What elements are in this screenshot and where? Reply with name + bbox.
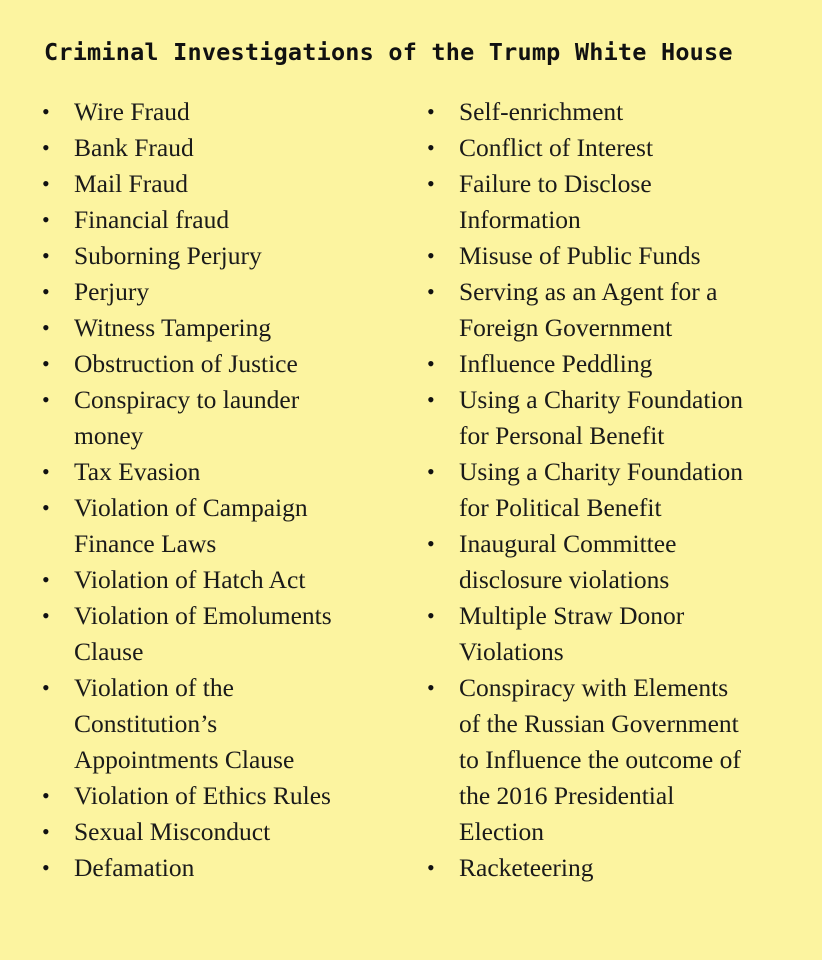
list-item bbox=[40, 562, 400, 598]
list-item-text: for Political Benefit bbox=[459, 493, 662, 522]
bullet-icon: • bbox=[42, 783, 50, 808]
bullet-icon: • bbox=[42, 675, 50, 700]
list-item-text: Witness Tampering bbox=[74, 313, 272, 342]
list-item-text: Self-enrichment bbox=[459, 97, 624, 126]
list-item-text: Influence Peddling bbox=[459, 349, 653, 378]
list-item-text: Suborning Perjury bbox=[74, 241, 262, 270]
bullet-icon: • bbox=[427, 99, 435, 124]
list-item-text: Constitution’s bbox=[74, 709, 218, 738]
bullet-icon: • bbox=[427, 171, 435, 196]
list-item bbox=[425, 382, 815, 454]
list-item bbox=[40, 94, 400, 130]
list-item bbox=[425, 94, 815, 130]
list-item bbox=[40, 598, 400, 670]
list-item bbox=[40, 490, 400, 562]
list-item-text: Information bbox=[459, 205, 581, 234]
list-item bbox=[40, 238, 400, 274]
list-item-text: Perjury bbox=[74, 277, 150, 306]
list-item-text: Racketeering bbox=[459, 853, 594, 882]
list-item bbox=[40, 814, 400, 850]
list-item-text: Using a Charity Foundation bbox=[459, 457, 744, 486]
list-item bbox=[40, 166, 400, 202]
page-title: Criminal Investigations of the Trump White House bbox=[44, 38, 733, 66]
list-item-text: Violations bbox=[459, 637, 564, 666]
bullet-icon: • bbox=[42, 567, 50, 592]
bullet-icon: • bbox=[427, 459, 435, 484]
bullet-icon: • bbox=[427, 675, 435, 700]
list-item-text: Misuse of Public Funds bbox=[459, 241, 701, 270]
list-item bbox=[425, 850, 815, 886]
list-item-text: Mail Fraud bbox=[74, 169, 189, 198]
bullet-icon: • bbox=[427, 531, 435, 556]
list-item-text: Violation of Campaign bbox=[74, 493, 308, 522]
list-item bbox=[40, 346, 400, 382]
list-item-text: Bank Fraud bbox=[74, 133, 194, 162]
list-item-text: Serving as an Agent for a bbox=[459, 277, 718, 306]
list-item bbox=[40, 670, 400, 778]
list-item-text: for Personal Benefit bbox=[459, 421, 665, 450]
list-item-text: Violation of the bbox=[74, 673, 234, 702]
list-item bbox=[40, 454, 400, 490]
list-item-text: Clause bbox=[74, 637, 144, 666]
bullet-icon: • bbox=[42, 351, 50, 376]
bullet-icon: • bbox=[42, 99, 50, 124]
list-item-text: Defamation bbox=[74, 853, 195, 882]
list-item bbox=[40, 274, 400, 310]
list-item bbox=[425, 526, 815, 598]
bullet-icon: • bbox=[427, 855, 435, 880]
bullet-icon: • bbox=[42, 171, 50, 196]
bullet-icon: • bbox=[427, 351, 435, 376]
list-item bbox=[425, 670, 815, 850]
left-column-list bbox=[40, 94, 400, 886]
list-item bbox=[425, 274, 815, 346]
list-item-text: Foreign Government bbox=[459, 313, 673, 342]
list-item-text: Election bbox=[459, 817, 544, 846]
list-item bbox=[425, 454, 815, 526]
list-item bbox=[40, 310, 400, 346]
list-item-text: Conflict of Interest bbox=[459, 133, 654, 162]
list-item bbox=[425, 130, 815, 166]
bullet-icon: • bbox=[42, 387, 50, 412]
bullet-icon: • bbox=[42, 135, 50, 160]
bullet-icon: • bbox=[427, 603, 435, 628]
list-item bbox=[40, 130, 400, 166]
list-item-text: money bbox=[74, 421, 144, 450]
bullet-icon: • bbox=[42, 603, 50, 628]
list-item-text: Violation of Hatch Act bbox=[74, 565, 306, 594]
bullet-icon: • bbox=[42, 279, 50, 304]
bullet-icon: • bbox=[42, 495, 50, 520]
list-item-text: the 2016 Presidential bbox=[459, 781, 675, 810]
bullet-icon: • bbox=[427, 387, 435, 412]
list-item-text: Financial fraud bbox=[74, 205, 230, 234]
list-item bbox=[40, 850, 400, 886]
list-item-text: Conspiracy with Elements bbox=[459, 673, 729, 702]
list-item-text: Violation of Ethics Rules bbox=[74, 781, 331, 810]
list-item bbox=[425, 346, 815, 382]
list-item-text: Violation of Emoluments bbox=[74, 601, 332, 630]
list-item bbox=[425, 598, 815, 670]
bullet-icon: • bbox=[42, 855, 50, 880]
right-column-list bbox=[425, 94, 815, 886]
bullet-icon: • bbox=[427, 243, 435, 268]
list-item-text: Tax Evasion bbox=[74, 457, 201, 486]
list-item-text: of the Russian Government bbox=[459, 709, 739, 738]
bullet-icon: • bbox=[42, 207, 50, 232]
list-item-text: Wire Fraud bbox=[74, 97, 190, 126]
list-item bbox=[40, 778, 400, 814]
list-item-text: Conspiracy to launder bbox=[74, 385, 300, 414]
list-item-text: Multiple Straw Donor bbox=[459, 601, 685, 630]
list-item bbox=[425, 238, 815, 274]
bullet-icon: • bbox=[42, 243, 50, 268]
list-item bbox=[40, 382, 400, 454]
list-item bbox=[425, 166, 815, 238]
list-item-text: Appointments Clause bbox=[74, 745, 295, 774]
list-item-text: Sexual Misconduct bbox=[74, 817, 271, 846]
bullet-icon: • bbox=[427, 279, 435, 304]
bullet-icon: • bbox=[42, 315, 50, 340]
list-item-text: Inaugural Committee bbox=[459, 529, 677, 558]
list-item-text: disclosure violations bbox=[459, 565, 670, 594]
list-item-text: to Influence the outcome of bbox=[459, 745, 741, 774]
list-item-text: Obstruction of Justice bbox=[74, 349, 298, 378]
list-item bbox=[40, 202, 400, 238]
list-item-text: Using a Charity Foundation bbox=[459, 385, 744, 414]
list-item-text: Failure to Disclose bbox=[459, 169, 652, 198]
list-item-text: Finance Laws bbox=[74, 529, 217, 558]
bullet-icon: • bbox=[42, 819, 50, 844]
bullet-icon: • bbox=[427, 135, 435, 160]
bullet-icon: • bbox=[42, 459, 50, 484]
